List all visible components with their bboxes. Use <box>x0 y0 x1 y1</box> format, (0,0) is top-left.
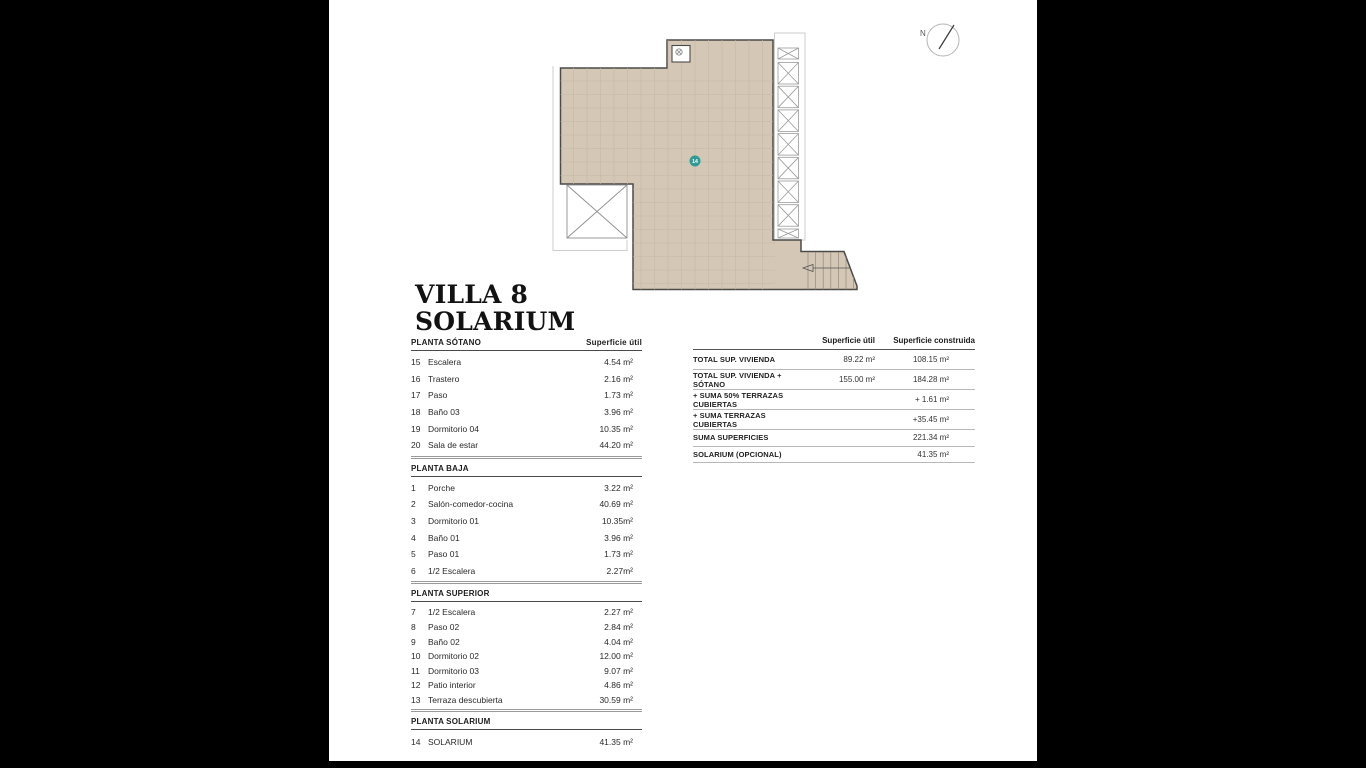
table-row <box>411 620 642 635</box>
room-name: Dormitorio 01 <box>428 516 480 527</box>
room-number: 1 <box>411 482 416 493</box>
room-number: 17 <box>411 390 421 401</box>
room-name: Baño 01 <box>428 532 460 543</box>
room-number: 9 <box>411 636 416 647</box>
summary-util-value: 89.22 m² <box>843 355 875 364</box>
summary-table-rows <box>693 350 975 463</box>
summary-label: TOTAL SUP. VIVIENDA <box>693 355 776 364</box>
room-name: SOLARIUM <box>428 736 473 747</box>
section-name: PLANTA SUPERIOR <box>411 589 490 599</box>
room-area: 2.27 m² <box>604 607 633 618</box>
section-name: PLANTA BAJA <box>411 463 469 473</box>
room-name: Escalera <box>428 357 462 368</box>
room-name: Paso 01 <box>428 549 460 560</box>
room-name: Patio interior <box>428 680 476 691</box>
room-number: 11 <box>411 665 420 676</box>
summary-row <box>693 390 975 410</box>
summary-construida-value: 41.35 m² <box>917 449 949 459</box>
section-header <box>411 338 642 351</box>
room-name: Dormitorio 04 <box>428 423 480 434</box>
plan-section <box>411 717 642 750</box>
summary-row <box>693 370 975 390</box>
section-rows <box>411 354 642 454</box>
room-name: Dormitorio 03 <box>428 665 480 676</box>
compass-icon <box>920 24 959 56</box>
room-number: 18 <box>411 407 421 418</box>
section-divider <box>411 456 642 459</box>
room-name: 1/2 Escalera <box>428 565 476 576</box>
room-number: 15 <box>411 357 421 368</box>
room-name: Sala de estar <box>428 440 479 451</box>
room-area: 10.35m² <box>601 516 633 527</box>
room-number: 14 <box>411 736 421 747</box>
room-number: 2 <box>411 499 416 510</box>
room-area: 30.59 m² <box>599 694 633 705</box>
table-row <box>411 354 642 371</box>
room-area: 10.35 m² <box>599 423 633 434</box>
areas-table <box>411 338 642 755</box>
room-number: 20 <box>411 440 421 451</box>
summary-label: TOTAL SUP. VIVIENDA + SÓTANO <box>693 370 782 389</box>
table-row <box>411 693 642 708</box>
floor-plan <box>540 10 985 300</box>
table-row <box>411 496 642 513</box>
table-row <box>411 649 642 664</box>
table-row <box>411 529 642 546</box>
section-rows <box>411 480 642 580</box>
room-area: 3.96 m² <box>604 532 633 543</box>
summary-row <box>693 447 975 464</box>
summary-label: + SUMA TERRAZAS CUBIERTAS <box>693 410 766 429</box>
table-row <box>411 420 642 437</box>
section-rows <box>411 733 642 750</box>
room-number: 6 <box>411 565 416 576</box>
table-row <box>411 404 642 421</box>
room-name: 1/2 Escalera <box>428 607 476 618</box>
section-divider <box>411 581 642 584</box>
room-area: 41.35 m² <box>599 736 633 747</box>
room-area: 4.54 m² <box>604 357 633 368</box>
room-name: Porche <box>428 482 455 493</box>
summary-row <box>693 350 975 370</box>
plan-section <box>411 338 642 459</box>
room-number: 13 <box>411 694 421 705</box>
room-area: 1.73 m² <box>604 549 633 560</box>
table-row <box>411 664 642 679</box>
section-header <box>411 589 642 602</box>
room-area: 9.07 m² <box>604 665 633 676</box>
section-name: PLANTA SOLARIUM <box>411 717 491 727</box>
room-area: 44.20 m² <box>599 440 633 451</box>
room-area: 4.04 m² <box>604 636 633 647</box>
room-number: 10 <box>411 651 421 662</box>
svg-text:N: N <box>920 29 926 38</box>
section-header <box>411 717 642 730</box>
room-number: 19 <box>411 423 421 434</box>
table-row <box>411 678 642 693</box>
summary-construida-value: + 1.61 m² <box>914 395 949 404</box>
room-name: Baño 02 <box>428 636 460 647</box>
room-name: Baño 03 <box>428 407 460 418</box>
plan-section <box>411 589 642 712</box>
room-number: 16 <box>411 373 421 384</box>
section-divider <box>411 709 642 712</box>
room-area: 2.16 m² <box>604 373 633 384</box>
summary-header-util: Superficie útil <box>822 336 875 345</box>
summary-row <box>693 410 975 430</box>
room-area: 12.00 m² <box>599 651 633 662</box>
room-name: Salón-comedor-cocina <box>428 499 514 510</box>
room-name: Terraza descubierta <box>428 694 503 705</box>
page-title <box>415 281 575 335</box>
svg-text:14: 14 <box>692 159 698 165</box>
room-number: 3 <box>411 516 416 527</box>
superficie-util-header: Superficie útil <box>586 338 642 347</box>
section-name: PLANTA SÓTANO <box>411 338 482 347</box>
page-title-line1: VILLA 8 <box>415 280 529 309</box>
pergola-strip <box>778 48 799 238</box>
summary-util-value: 155.00 m² <box>838 375 875 384</box>
room-number: 8 <box>411 622 416 633</box>
room-area: 2.84 m² <box>604 622 633 633</box>
summary-table <box>693 336 975 463</box>
page-title-line2: SOLARIUM <box>415 307 576 336</box>
summary-label: + SUMA 50% TERRAZAS CUBIERTAS <box>693 390 784 409</box>
room-area: 40.69 m² <box>599 499 633 510</box>
table-row <box>411 480 642 497</box>
summary-row <box>693 430 975 447</box>
room-area: 1.73 m² <box>604 390 633 401</box>
room-number: 7 <box>411 607 416 618</box>
room-number-marker <box>690 156 701 167</box>
room-name: Paso <box>428 390 448 401</box>
plan-sheet <box>329 0 1037 761</box>
table-row <box>411 371 642 388</box>
room-number: 5 <box>411 549 416 560</box>
room-name: Dormitorio 02 <box>428 651 480 662</box>
room-number: 12 <box>411 680 421 691</box>
summary-table-header <box>693 336 975 350</box>
room-number: 4 <box>411 532 416 543</box>
summary-construida-value: 184.28 m² <box>912 375 949 384</box>
plan-section <box>411 464 642 585</box>
room-area: 3.96 m² <box>604 407 633 418</box>
skylight-left <box>567 185 627 238</box>
room-name: Paso 02 <box>428 622 460 633</box>
summary-construida-value: 221.34 m² <box>912 433 949 443</box>
room-area: 3.22 m² <box>604 482 633 493</box>
section-header <box>411 464 642 477</box>
table-row <box>411 437 642 454</box>
vent-notch <box>672 46 690 63</box>
table-row <box>411 387 642 404</box>
summary-construida-value: +35.45 m² <box>912 415 949 424</box>
room-area: 4.86 m² <box>604 680 633 691</box>
table-row <box>411 546 642 563</box>
table-row <box>411 605 642 620</box>
table-row <box>411 513 642 530</box>
table-row <box>411 634 642 649</box>
room-area: 2.27m² <box>606 565 633 576</box>
table-row <box>411 733 642 750</box>
table-row <box>411 563 642 580</box>
summary-header-construida: Superficie construida <box>893 336 975 345</box>
summary-label: SUMA SUPERFICIES <box>693 433 769 443</box>
section-rows <box>411 605 642 707</box>
summary-construida-value: 108.15 m² <box>912 355 949 364</box>
room-name: Trastero <box>428 373 460 384</box>
summary-label: SOLARIUM (OPCIONAL) <box>693 449 782 459</box>
